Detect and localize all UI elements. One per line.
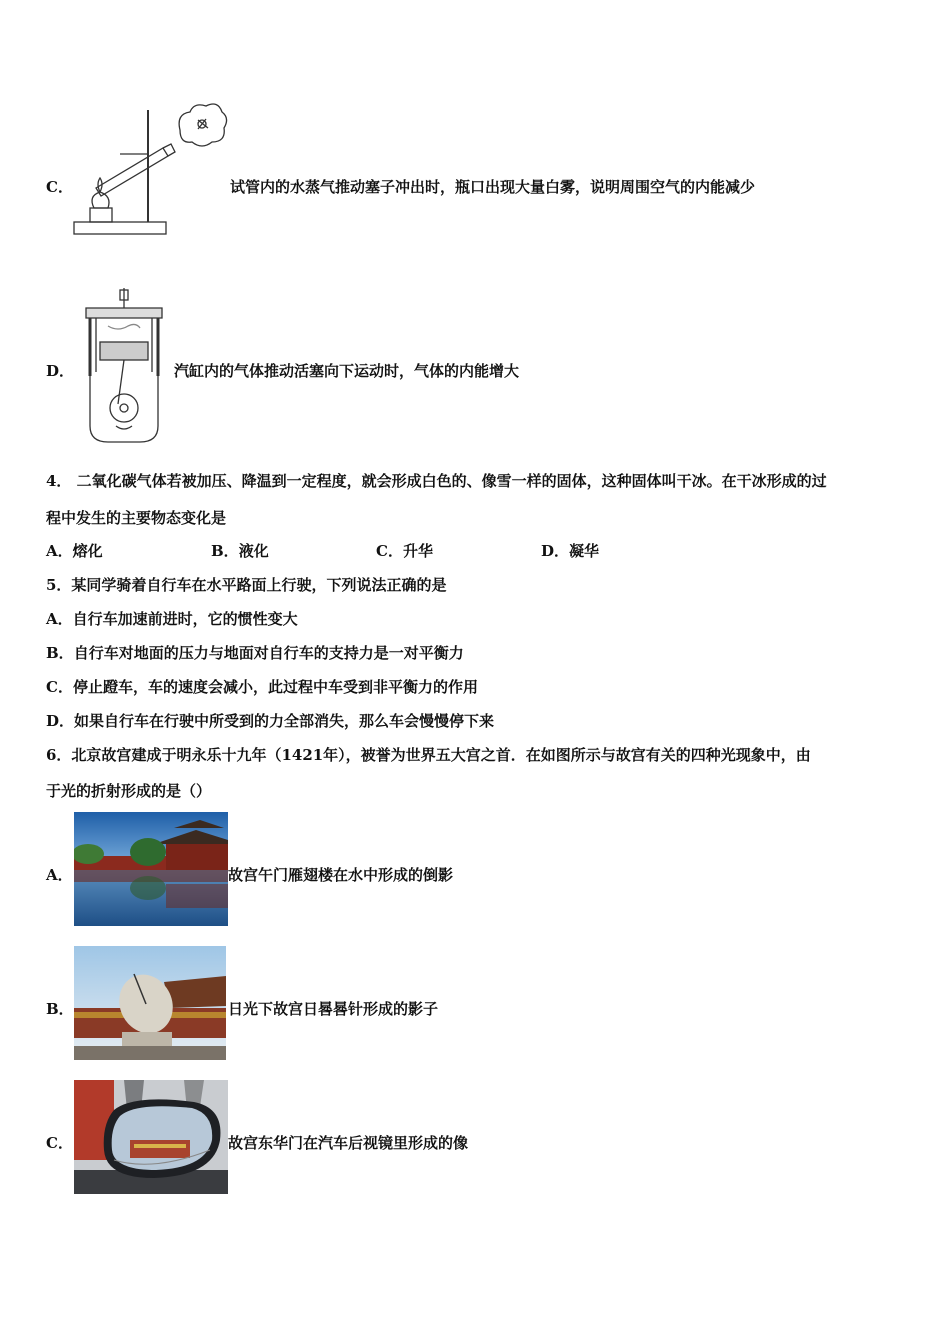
q5-option-a — [46, 608, 298, 629]
q6-option-b-text: 日光下故宫日晷晷针形成的影子 — [228, 1000, 439, 1018]
q6-stem-line2: 于光的折射形成的是（） — [46, 782, 212, 800]
q3-option-c-text: 试管内的水蒸气推动塞子冲出时，瓶口出现大量白雾，说明周围空气的内能减少 — [230, 178, 756, 196]
q5-stem: 5．某同学骑着自行车在水平路面上行驶，下列说法正确的是 — [46, 576, 447, 594]
q6-stem-line1: 6．北京故宫建成于明永乐十九年（1421年），被誉为世界五大宫之首．在如图所示与故宫有关的四种光现象中，由 — [46, 746, 811, 764]
palace-reflection-photo — [74, 812, 228, 926]
q5-option-c-text: 停止蹬车，车的速度会减小，此过程中车受到非平衡力的作用 — [72, 678, 478, 696]
q5-option-d-text: 如果自行车在行驶中所受到的力全部消失，那么车会慢慢停下来 — [74, 712, 495, 730]
q5-option-d-label: D． — [46, 712, 75, 730]
q5-option-b-label: B． — [46, 644, 74, 662]
q4-option-c — [376, 540, 433, 561]
test-tube-apparatus-figure — [68, 100, 230, 246]
q6-option-b-label: B． — [46, 1000, 74, 1018]
q3-option-d-text: 汽缸内的气体推动活塞向下运动时，气体的内能增大 — [174, 362, 520, 380]
q5-option-b — [46, 642, 464, 663]
q4-option-a-label: A． — [46, 542, 73, 560]
q4-option-a-text: 熔化 — [72, 542, 103, 560]
q4-option-d-text: 凝华 — [569, 542, 600, 560]
q6-option-a-text: 故宫午门雁翅楼在水中形成的倒影 — [228, 866, 454, 884]
q4-option-c-text: 升华 — [402, 542, 433, 560]
q4-option-c-label: C． — [376, 542, 403, 560]
q5-option-c — [46, 676, 478, 697]
q5-option-a-text: 自行车加速前进时，它的惯性变大 — [72, 610, 298, 628]
q4-stem-line2: 程中发生的主要物态变化是 — [46, 509, 227, 527]
q5-option-a-label: A． — [46, 610, 73, 628]
q3-option-d-label: D． — [46, 362, 75, 380]
q3-option-c-label: C． — [46, 178, 73, 196]
q6-option-c-text: 故宫东华门在汽车后视镜里形成的像 — [228, 1134, 469, 1152]
q4-option-b-label: B． — [211, 542, 239, 560]
q5-option-b-text: 自行车对地面的压力与地面对自行车的支持力是一对平衡力 — [73, 644, 464, 662]
sundial-photo — [74, 946, 226, 1060]
q6-option-a-label: A． — [46, 866, 73, 884]
q4-option-d-label: D． — [541, 542, 570, 560]
q6-option-c-label: C． — [46, 1134, 73, 1152]
q5-option-d — [46, 710, 494, 731]
q4-option-b-text: 液化 — [238, 542, 269, 560]
q4-stem-line1: 4． 二氧化碳气体若被加压、降温到一定程度，就会形成白色的、像雪一样的固体，这种固体叫干冰。在干冰形成的过 — [46, 472, 827, 490]
q4-option-a — [46, 540, 103, 561]
side-mirror-photo — [74, 1080, 228, 1194]
q5-option-c-label: C． — [46, 678, 73, 696]
q4-option-d — [541, 540, 599, 561]
q4-option-b — [211, 540, 269, 561]
engine-cylinder-figure — [78, 286, 170, 444]
